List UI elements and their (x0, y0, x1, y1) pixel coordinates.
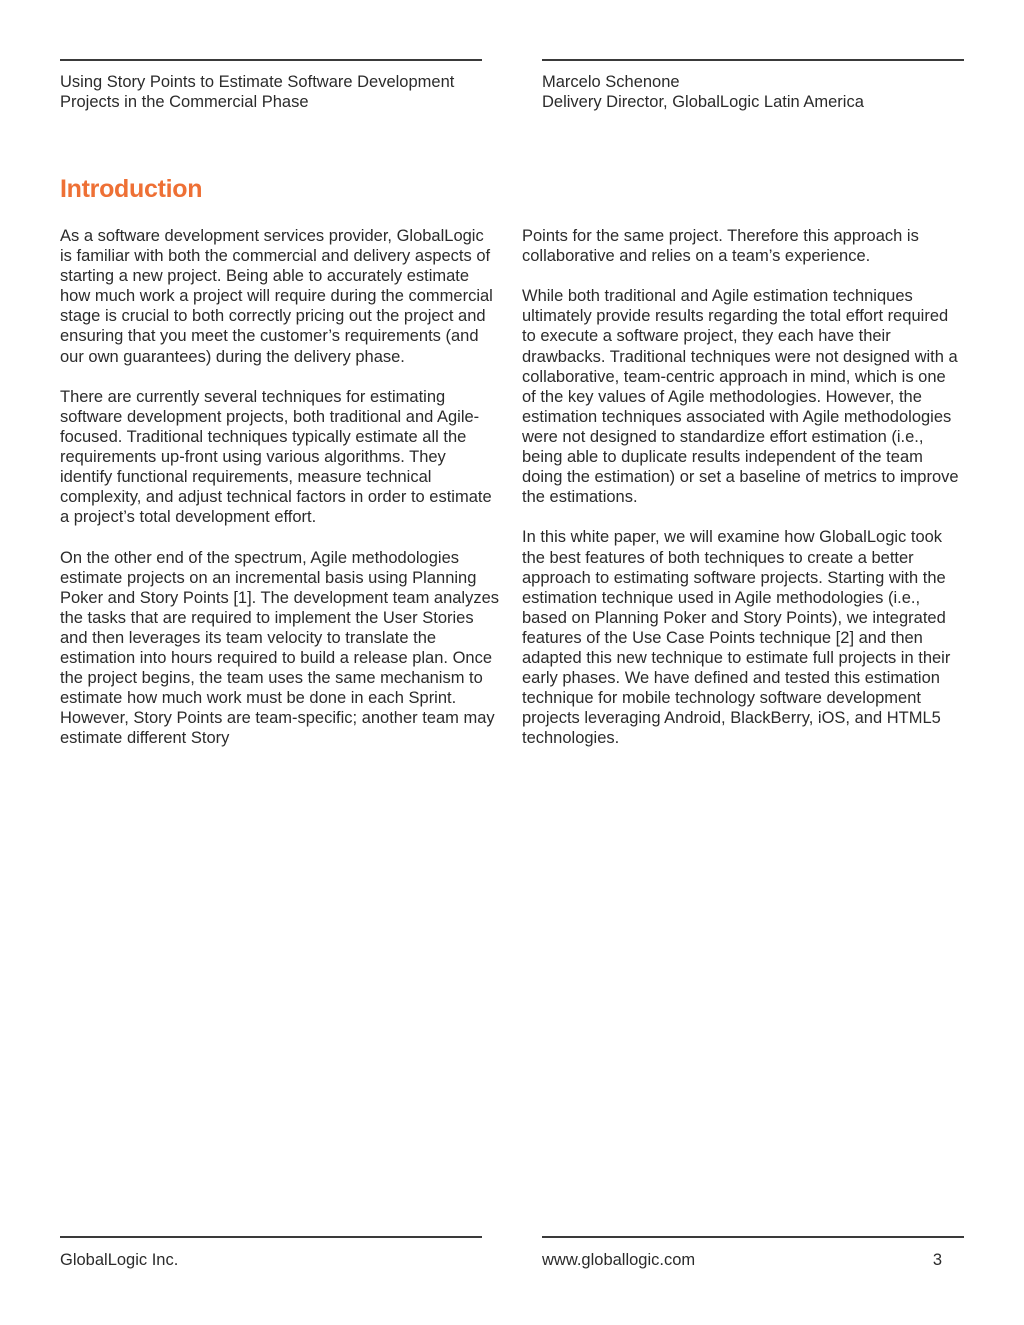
document-title-line-1: Using Story Points to Estimate Software Development (60, 73, 455, 91)
footer-website-link[interactable]: www.globallogic.com (542, 1251, 696, 1269)
section-title: Introduction (60, 175, 203, 203)
author-role: Delivery Director, GlobalLogic Latin America (542, 93, 864, 111)
header-rule-right (542, 59, 964, 61)
footer-rule-right (542, 1236, 964, 1238)
paragraph-2: There are currently several techniques for estimating software development projects, both traditional and Agile-focused. Traditional techniques typically estimate all the requirements up-front using various algorithms. They identify functional requirements, measure technical complexity, and adjust technical factors in order to estimate a project’s total development effort. (60, 387, 492, 527)
body-column-left (60, 226, 500, 769)
footer-rule-left (60, 1236, 482, 1238)
header-rule-left (60, 59, 482, 61)
paragraph-5: While both traditional and Agile estimation techniques ultimately provide results regarding the total effort required to execute a software project, they each have their drawbacks. Traditional techniques were not designed with a collaborative, team-centric approach in mind, which is one of the key values of Agile methodologies. However, the estimation techniques associated with Agile methodologies were not designed to standardize effort estimation (i.e., being able to duplicate results independent of the team doing the estimation) or set a baseline of metrics to improve the estimations. (522, 287, 959, 507)
paragraph-1: As a software development services provider, GlobalLogic is familiar with both the commercial and delivery aspects of starting a new project. Being able to accurately estimate how much work a project will require during the commercial stage is crucial to both correctly pricing out the project and ensuring that you meet the customer’s requirements (and our own guarantees) during the delivery phase. (60, 227, 493, 366)
paragraph-6: In this white paper, we will examine how GlobalLogic took the best features of both techniques to create a better approach to estimating software projects. Starting with the estimation technique used in Agile methodologies (i.e., based on Planning Poker and Story Points), we integrated features of the Use Case Points technique [2] and then adapted this new technique to estimate full projects in their early phases. We have defined and tested this estimation technique for mobile technology software development projects leveraging Android, BlackBerry, iOS, and HTML5 technologies. (522, 528, 951, 748)
footer-company: GlobalLogic Inc. (60, 1251, 179, 1269)
author-name: Marcelo Schenone (542, 73, 680, 91)
page-number: 3 (932, 1251, 942, 1269)
document-title-line-2: Projects in the Commercial Phase (60, 93, 309, 111)
paragraph-4: Points for the same project. Therefore this approach is collaborative and relies on a team’s experience. (522, 227, 919, 266)
document-title (60, 72, 500, 112)
author-block (542, 72, 982, 112)
paragraph-3: On the other end of the spectrum, Agile methodologies estimate projects on an incremental basis using Planning Poker and Story Points [1]. The development team analyzes the tasks that are required to implement the User Stories and then leverages its team velocity to translate the estimation into hours required to build a release plan. Once the project begins, the team uses the same mechanism to estimate how much work must be done in each Sprint. However, Story Points are team-specific; another team may estimate different Story (60, 548, 500, 748)
body-column-right (522, 226, 962, 769)
